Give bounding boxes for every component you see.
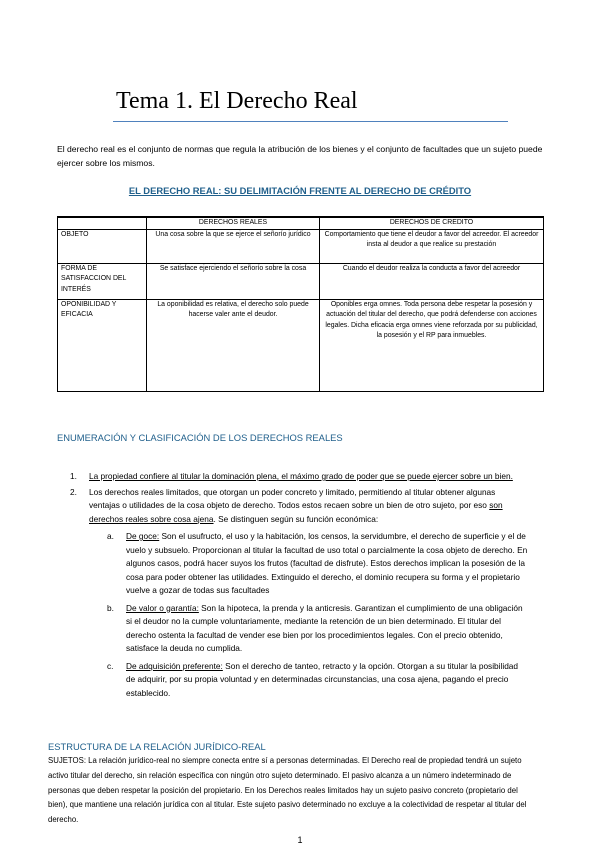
sub-list-letter: a. bbox=[107, 531, 114, 541]
sub-list-text: Son el derecho de tanteo, retracto y la opción. Otorgan a su titular la posibilidad de adquirir, por su propia voluntad y en determinadas circunstancias, una cosa ajena, pagando el precio establecido. bbox=[126, 660, 519, 698]
rights-list bbox=[68, 470, 528, 700]
table-cell: Oponibles erga omnes. Toda persona debe respetar la posesión y actuación del titular del derecho, que podrá defenderse con acciones legales. Dicha eficacia erga omnes viene reforzada por su publicidad, la posesión y el RP para inmuebles. bbox=[320, 299, 544, 391]
list-item-text: La propiedad confiere al titular la dominación plena, el máximo grado de poder que se puede ejercer sobre un bien. bbox=[89, 471, 513, 481]
table-cell: Cuando el deudor realiza la conducta a favor del acreedor bbox=[320, 263, 544, 299]
table-cell: Se satisface ejerciendo el señorío sobre la cosa bbox=[147, 263, 320, 299]
list-item-text: Los derechos reales limitados, que otorgan un poder concreto y limitado, permitiendo al titular obtener algunas ventajas o utilidades de la cosa objeto de derecho. Todos estos recaen sobre un bien de otro sujeto, por eso bbox=[89, 486, 496, 510]
section-heading-delimitation: EL DERECHO REAL: SU DELIMITACIÓN FRENTE AL DERECHO DE CRÉDITO bbox=[128, 185, 472, 196]
sub-list-item bbox=[68, 602, 528, 656]
intro-paragraph: El derecho real es el conjunto de normas que regula la atribución de los bienes y el conjunto de facultades que un sujeto puede ejercer sobre los mismos. bbox=[57, 144, 543, 168]
sub-list-letter: b. bbox=[107, 602, 114, 613]
table-cell: OBJETO bbox=[58, 229, 147, 263]
table-row bbox=[58, 229, 544, 263]
page-number: 1 bbox=[297, 835, 303, 845]
structure-paragraph: SUJETOS: La relación jurídico-real no siempre conecta entre sí a personas determinadas. El Derecho real de propiedad tendrá un sujeto activo titular del derecho, sin relación específica con ningún otro sujeto determinado. El pasivo alcanza a un número indeterminado de personas que deben respetar la posición del propietario. En los Derechos reales limitados hay un sujeto pasivo concreto (propietario del bien), que mantiene una relación jurídica con al titular. Este sujeto pasivo determinado no excluye a la colectividad de respetar al titular del derecho. bbox=[48, 756, 527, 825]
sub-list-letter: c. bbox=[107, 660, 114, 671]
table-cell: Una cosa sobre la que se ejerce el señorío jurídico bbox=[147, 229, 320, 263]
list-item-emphasis: son derechos reales sobre cosa ajena bbox=[89, 500, 503, 524]
sub-list-label: De goce: bbox=[126, 531, 160, 541]
sub-list-text: Son la hipoteca, la prenda y la anticresis. Garantizan el cumplimiento de una obligación si el deudor no la cumple voluntariamente, mediante la retención de un bien determinado. El titular del derecho ostenta la facultad de vender ese bien por los procedimientos legales. Con el precio obtenido, satisface la deuda no cumplida. bbox=[126, 602, 523, 653]
sub-list-label: De adquisición preferente: bbox=[126, 660, 223, 671]
table-header-cell: DERECHOS REALES bbox=[147, 217, 320, 229]
list-number: 1. bbox=[70, 471, 77, 481]
sub-list-label: De valor o garantía: bbox=[126, 602, 199, 613]
list-number: 2. bbox=[70, 486, 77, 497]
sub-list-item bbox=[68, 660, 528, 701]
title-underline bbox=[113, 121, 508, 122]
list-item-text: . Se distinguen según su función económica: bbox=[213, 513, 379, 524]
sub-list-text: Son el usufructo, el uso y la habitación, los censos, la servidumbre, el derecho de superficie y el de vuelo y subsuelo. Proporcionan al titular la facultad de uso total o parcialmente la cosa objeto de derecho. En algunos casos, podrá hacer suyos los frutos (facultad de disfrute). Estos derechos implican la posesión de la cosa para poder obtener las utilidades. Extinguido el derecho, el dominio recupera su forma y el propietario vuelve a gozar de todas sus facultades bbox=[126, 531, 528, 595]
table-header-row bbox=[58, 217, 544, 229]
table-cell: OPONIBILIDAD Y EFICACIA bbox=[58, 299, 147, 391]
table-header-cell: DERECHOS DE CREDITO bbox=[320, 217, 544, 229]
page-title: Tema 1. El Derecho Real bbox=[116, 88, 358, 114]
list-item bbox=[68, 470, 528, 484]
sub-list-item bbox=[68, 530, 528, 598]
table-header-cell bbox=[58, 217, 147, 229]
table-cell: Comportamiento que tiene el deudor a favor del acreedor. El acreedor insta al deudor a que realice su prestación bbox=[320, 229, 544, 263]
table-row bbox=[58, 299, 544, 391]
table-cell: FORMA DE SATISFACCION DEL INTERÉS bbox=[58, 263, 147, 299]
list-item bbox=[68, 486, 528, 527]
table-cell: La oponibilidad es relativa, el derecho solo puede hacerse valer ante el deudor. bbox=[147, 299, 320, 391]
table-row bbox=[58, 263, 544, 299]
section-heading-enumeration: ENUMERACIÓN Y CLASIFICACIÓN DE LOS DERECHOS REALES bbox=[57, 432, 343, 443]
comparison-table bbox=[57, 216, 544, 392]
section-heading-structure: ESTRUCTURA DE LA RELACIÓN JURÍDICO-REAL bbox=[48, 741, 266, 752]
